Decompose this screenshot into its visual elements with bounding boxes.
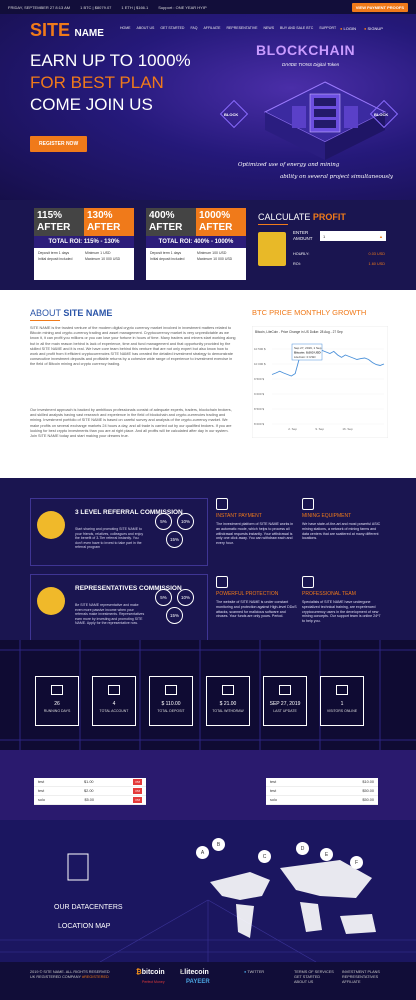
target-icon [37, 587, 65, 615]
rep-level-1: 5% [155, 589, 172, 606]
feature-instant-payment: INSTANT PAYMENT The investment platform of SITE NAME works in an automatic mode, which helps to process all withdrawal requests instantly. Your withdrawal is only one click away. You can withdraw each and every hour. [216, 498, 298, 546]
top-info-bar [0, 0, 416, 14]
plan-roi: TOTAL ROI: 115% - 130% [34, 236, 134, 248]
roi-row: ROI: 1.60 USD [293, 262, 385, 266]
footer-link-affiliate[interactable]: AFFILIATE [342, 980, 361, 984]
y-tick-label: 10 500 $ [254, 347, 266, 351]
litecoin-logo: Łlitecoin [180, 969, 209, 976]
nav-faq[interactable]: FAQ [190, 26, 198, 30]
y-tick-label: 9 500 $ [254, 377, 265, 381]
world-map [0, 820, 416, 962]
footer-links-b [342, 970, 380, 985]
stat-total-withdraw: $ 21.00 TOTAL WITHDRAW [206, 676, 250, 726]
nav-home[interactable]: HOME [120, 26, 131, 30]
hero-headline-2: FOR BEST PLAN [30, 73, 164, 92]
twitter-link[interactable]: ● TWITTER [244, 970, 265, 974]
svg-text:Sep 27, 2019, 1 Sep: Sep 27, 2019, 1 Sep [294, 346, 322, 350]
lock-icon: ● [340, 26, 343, 31]
block-label-right: BLOCK [374, 112, 389, 117]
location-pin-a[interactable]: A [196, 846, 209, 859]
table-row: solo $50.00 [266, 796, 378, 805]
btc-price-chart [252, 326, 388, 438]
referral-level-3: 15% [166, 531, 183, 548]
hero-tagline-2: ability on several project simultaneously [280, 174, 393, 180]
last-withdrawals-table [266, 778, 378, 805]
y-tick-label: 10 000 $ [254, 362, 266, 366]
block-label-left: BLOCK [224, 112, 239, 117]
perfect-money-logo: Perfect Money [142, 980, 165, 984]
transactions-section [0, 750, 416, 820]
plan-roi: TOTAL ROI: 400% - 1000% [146, 236, 246, 248]
enter-amount-label: ENTER AMOUNT [293, 230, 313, 241]
pm-badge: PM [135, 798, 140, 802]
bitcoin-logo: ₿bitcoin [136, 969, 165, 976]
team-icon [302, 576, 314, 588]
plan-card-2: 400% AFTER 1000% AFTER TOTAL ROI: 400% - 1000% Deposit term 1 days Minimum 100 USD Initial deposit included Maximum 10 000 USD [146, 208, 246, 280]
calculator-title: CALCULATE PROFIT [258, 212, 346, 222]
payment-icon [216, 498, 228, 510]
payeer-logo: PAYEER [186, 979, 210, 985]
stat-last-update: SEP 27, 2019 LAST UPDATE [263, 676, 307, 726]
footer-link-get-started[interactable]: GET STARTED [294, 975, 321, 979]
copyright: 2019 © SITE NAME. ALL RIGHTS RESERVED UK REGISTERED COMPANY #REGISTERED [30, 970, 110, 979]
location-map-subtitle: LOCATION MAP [58, 923, 111, 930]
about-paragraph-1: SITE NAME is the trusted venture of the modern digital crypto currency market involved in investment matters related to Bitcoin mining and crypto-currency trading and asset management. Cryptocurrency market is very unpredictable as we know it, it can profit you millions or you can lose your fortune in hours of time. Many traders and miners start working along but in all the main reason behind is lack of experience, time and fund management and that opportunity provided by the skilled SITE NAME and it is real. We have core team behind this venture that are not only expert but also know how to work and profit from it efficient cryptocurrencies SITE NAME has created the detailed investment strategy to demonstrate consecutive investment deposits and profitable returns by a cohesive wide range of experience to investment exercise in the field of Bitcoin mining and crypto currency trading. [30, 326, 236, 367]
footer-links-a [294, 970, 334, 985]
location-pin-c[interactable]: C [258, 850, 271, 863]
referral-level-1: 5% [155, 513, 172, 530]
y-tick-label: 8 500 $ [254, 407, 265, 411]
calendar-icon [51, 685, 63, 695]
megaphone-icon [37, 511, 65, 539]
stat-total-deposit: $ 110.00 TOTAL DEPOSIT [149, 676, 193, 726]
hero-section [0, 14, 416, 200]
feature-mining-equipment: MINING EQUIPMENT We have state-of-the-art and most powerful ASIC mining stations, a network of mining farms and data centers that are scattered at many different locations. [302, 498, 384, 541]
blockchain-subheading: DIVIDE TIONS Digital Token [282, 62, 340, 67]
footer-link-terms[interactable]: TERMS OF SERVICES [294, 970, 334, 974]
last-deposits-table [34, 778, 146, 805]
pm-badge: PM [135, 789, 140, 793]
about-underline [30, 320, 60, 321]
users-icon [108, 685, 120, 695]
location-pin-d[interactable]: D [296, 842, 309, 855]
calculator-underline [258, 224, 288, 225]
visitor-icon [336, 685, 348, 695]
support-text: Support : ONE YEAR HYIP [158, 4, 207, 10]
payment-proofs-button[interactable]: VIEW PAYMENT PROOFS [352, 3, 408, 12]
table-row: test $50.00 [266, 787, 378, 796]
date-text: FRIDAY, SEPTEMBER 27 8:13 AM [8, 4, 71, 10]
chart-header: Bitcoin, LiteCoin - Price Change in US Dollar: 28 Aug - 27 Sep [255, 330, 343, 334]
table-row: test $1.00 PM [34, 778, 146, 787]
nav-about[interactable]: ABOUT US [136, 26, 155, 30]
site-logo[interactable]: SITE NAME [30, 20, 104, 40]
stat-running-days: 26 RUNNING DAYS [35, 676, 79, 726]
calculator-icon [258, 232, 286, 266]
eth-rate: 1 ETH | $166.1 [121, 4, 149, 10]
feature-professional-team: PROFESSIONAL TEAM Specialists of SITE NAME have undergone specialized technical training, are experienced cryptocurrency users in the development of new mining concepts. Our support team is online 24*7 to help you. [302, 576, 384, 624]
nav-get-started[interactable]: GET STARTED [160, 26, 185, 30]
registered-link[interactable]: #REGISTERED [81, 975, 109, 979]
wallet-icon [222, 685, 234, 695]
stat-visitors-online: 1 VISITORS ONLINE [320, 676, 364, 726]
nav-support[interactable]: SUPPORT [319, 26, 337, 30]
about-section [0, 290, 416, 478]
x-tick-label: 9. Sep [315, 427, 325, 431]
hero-tagline-1: Optimized use of energy and mining [238, 162, 340, 168]
footer [0, 962, 416, 1000]
svg-text:LiteCoin: 0 USD: LiteCoin: 0 USD [294, 355, 316, 359]
datacenters-title: OUR DATACENTERS [54, 904, 123, 911]
blockchain-heading: BLOCKCHAIN [256, 42, 356, 58]
hourly-row: HOURLY: 0.03 USD [293, 252, 385, 256]
mining-icon [302, 498, 314, 510]
shield-icon [216, 576, 228, 588]
pm-badge: PM [135, 780, 140, 784]
twitter-icon: ● [244, 970, 247, 974]
table-row: test $2.00 PM [34, 787, 146, 796]
hero-headline-1: EARN UP TO 1000% [30, 51, 191, 70]
clock-icon [279, 685, 291, 695]
footer-link-plans[interactable]: INVESTMENT PLANS [342, 970, 380, 974]
feature-powerful-protection: POWERFUL PROTECTION The website of SITE NAME is under constant monitoring and protection against High-level DDoS attacks, scanned for malicious software and viruses. Your funds are only yours. Period. [216, 576, 298, 619]
hero-headline-3: COME JOIN US [30, 95, 153, 114]
x-tick-label: 2. Sep [288, 427, 297, 431]
footer-link-about[interactable]: ABOUT US [294, 980, 314, 984]
location-pin-b[interactable]: B [212, 838, 225, 851]
datacenters-section [0, 820, 416, 962]
referral-commission-box: 3 LEVEL REFERRAL COMMISSION Start sharing and promoting SITE NAME to your friends, relatives, colleagues and enjoy the benefit of 3-Tier referral instantly. You don't even have to invest to take part in the referral program 5% 10% 15% [30, 498, 208, 566]
about-title: ABOUT SITE NAME [30, 308, 113, 318]
main-nav [120, 26, 336, 30]
x-tick-label: 16. Sep [342, 427, 353, 431]
svg-text:Bitcoin: 8,003 USD: Bitcoin: 8,003 USD [294, 350, 321, 355]
btc-rate: 1 BTC | $8079.07 [80, 4, 112, 10]
location-pin-f[interactable]: F [350, 856, 363, 869]
stats-section [0, 640, 416, 750]
login-link[interactable]: ● LOGIN [340, 26, 356, 31]
stat-total-account: 4 TOTAL ACCOUNT [92, 676, 136, 726]
y-tick-label: 9 000 $ [254, 392, 265, 396]
auth-links [340, 26, 383, 31]
amount-stepper-icon[interactable]: ▲ [379, 233, 383, 239]
referral-level-2: 10% [177, 513, 194, 530]
location-pin-e[interactable]: E [320, 848, 333, 861]
table-row: solo $5.00 PM [34, 796, 146, 805]
rep-level-3: 15% [166, 607, 183, 624]
chart-tooltip [292, 344, 322, 360]
nav-buy-sale-btc[interactable]: BUY AND SALE BTC [280, 26, 314, 30]
features-section [0, 478, 416, 640]
amount-input[interactable]: 1 ▲ [320, 231, 386, 241]
nav-affiliate[interactable]: AFFILIATE [203, 26, 221, 30]
representatives-commission-box: REPRESENTATIVES COMMISSION Be SITE NAME representative and make even more passive income when your referrals make investments. Representatives earn more by investing and promoting SITE NAME. Apply for the representative now. 5% 10% 15% [30, 574, 208, 642]
signup-link[interactable]: ● SIGNUP [364, 26, 383, 31]
plan-card-1: 115% AFTER 130% AFTER TOTAL ROI: 115% - 130% Deposit term 1 days Minimum 1 USD Initial deposit included Maximum 10 000 USD [34, 208, 134, 280]
register-now-button[interactable]: REGISTER NOW [30, 136, 87, 152]
table-row: test $10.00 [266, 778, 378, 787]
card-icon [165, 685, 177, 695]
nav-news[interactable]: NEWS [263, 26, 275, 30]
rep-level-2: 10% [177, 589, 194, 606]
nav-representative[interactable]: REPRESENTATIVE [226, 26, 258, 30]
plans-section [0, 200, 416, 290]
footer-link-representatives[interactable]: REPRESENTATIVES [342, 975, 379, 979]
user-icon: ● [364, 26, 367, 31]
y-tick-label: 8 000 $ [254, 422, 265, 426]
about-paragraph-2: Our investment approach is backed by ambitious professionals consist of adequate experts, traders, blockchain brokers, and skilled analysts having vast research and experience in the field of blockchain and crypto-currencies trading and mining. Investment portfolio of SITE NAME is based on careful survey and analysis of the crypto-currency market. We make profits on several exchange markets 24 hours a day, and all trade is carried out by our qualified brokers. If you are looking for best crypto investments than you are at right place. And all profits will be calculated after day in our system. Join SITE NAME today and start making your dreams true. [30, 408, 232, 439]
btc-chart-title: BTC PRICE MONTHLY GROWTH [252, 308, 367, 317]
